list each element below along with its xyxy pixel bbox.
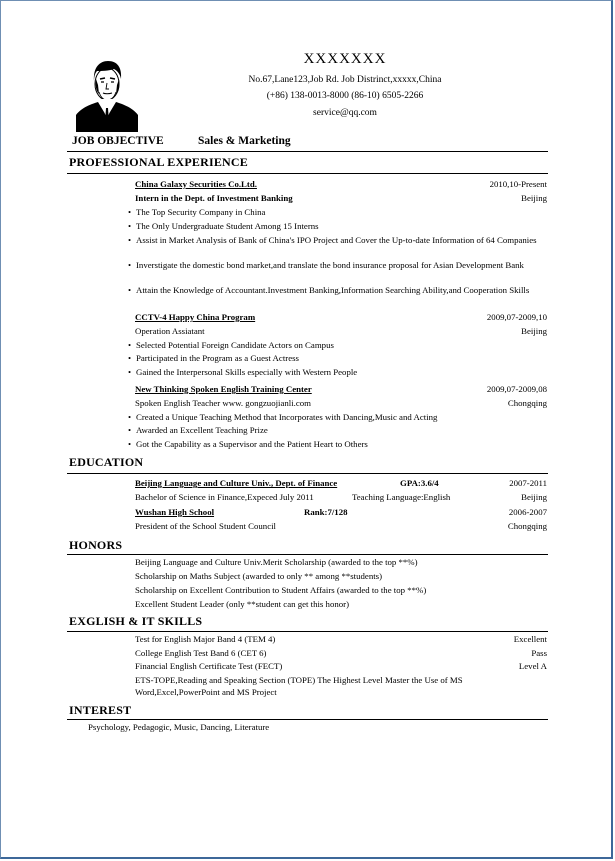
skill-extra-line: Word,Excel,PowerPoint and MS Project	[135, 687, 277, 697]
section-heading-honors: HONORS	[69, 538, 123, 552]
school-score: GPA:3.6/4	[400, 478, 439, 488]
job-location: Beijing	[521, 193, 547, 203]
profile-photo	[76, 57, 138, 132]
skill-name: Financial English Certificate Test (FECT)	[135, 661, 283, 671]
job-bullet: • Got the Capability as a Supervisor and the Patient Heart to Others	[128, 439, 548, 450]
skill-extra-line: ETS-TOPE,Reading and Speaking Section (TOPE) The Highest Level Master the Use of MS	[135, 675, 463, 685]
divider	[67, 631, 548, 632]
address: No.67,Lane123,Job Rd. Job Distrinct,xxxxx,China	[248, 75, 442, 85]
job-bullet: • Assist in Market Analysis of Bank of China's IPO Project and Cover the Up-to-date Information of 64 Companies	[128, 235, 548, 246]
job-role: Operation Assiatant	[135, 326, 205, 336]
job-bullet: • The Top Security Company in China	[128, 207, 548, 218]
honor-item: Excellent Student Leader (only **student can get this honor)	[135, 599, 349, 609]
job-bullet: • Participated in the Program as a Guest Actress	[128, 353, 548, 364]
interest-text: Psychology, Pedagogic, Music, Dancing, Literature	[88, 722, 270, 732]
honor-item: Scholarship on Excellent Contribution to Student Affairs (awarded to the top **%)	[135, 585, 427, 595]
skill-name: College English Test Band 6 (CET 6)	[135, 648, 267, 658]
job-bullet: • Awarded an Excellent Teaching Prize	[128, 425, 548, 436]
email: service@qq.com	[313, 108, 377, 118]
job-role: Spoken English Teacher www. gongzuojianli.com	[135, 398, 312, 408]
honor-item: Scholarship on Maths Subject (awarded to only ** among **students)	[135, 571, 383, 581]
section-heading-experience: PROFESSIONAL EXPERIENCE	[69, 155, 248, 169]
school-location: Chongqing	[507, 521, 547, 531]
job-location: Beijing	[521, 326, 547, 336]
school-detail: Bachelor of Science in Finance,Expeced July 2011	[135, 492, 314, 502]
divider	[67, 173, 548, 174]
job-company: New Thinking Spoken English Training Center	[135, 384, 312, 394]
school-name: Wushan High School	[135, 507, 215, 517]
candidate-name: XXXXXXX	[303, 51, 387, 67]
school-extra: Teaching Language:English	[352, 492, 451, 502]
job-role: Intern in the Dept. of Investment Banking	[135, 193, 293, 203]
divider	[67, 473, 548, 474]
job-date: 2009,07-2009,10	[486, 312, 547, 322]
divider	[67, 151, 548, 152]
school-location: Beijing	[521, 492, 547, 502]
job-bullet: • Gained the Interpersonal Skills especially with Western People	[128, 367, 548, 378]
job-location: Chongqing	[507, 398, 547, 408]
job-bullet: • Created a Unique Teaching Method that Incorporates with Dancing,Music and Acting	[128, 412, 548, 423]
divider	[67, 554, 548, 555]
job-date: 2009,07-2009,08	[486, 384, 547, 394]
school-name: Beijing Language and Culture Univ., Dept. of Finance	[135, 478, 338, 488]
skill-name: Test for English Major Band 4 (TEM 4)	[135, 634, 276, 644]
job-bullet: • Inverstigate the domestic bond market,and translate the bond insurance proposal for Asian Development Bank	[128, 260, 548, 271]
honor-item: Beijing Language and Culture Univ.Merit Scholarship (awarded to the top **%)	[135, 557, 418, 567]
divider	[67, 719, 548, 720]
job-bullet: • Selected Potential Foreign Candidate Actors on Campus	[128, 340, 548, 351]
job-bullet: • Attain the Knowledge of Accountant.Investment Banking,Information Searching Ability,and Cooperation Skills	[128, 285, 548, 296]
objective-label: JOB OBJECTIVE	[72, 135, 164, 147]
school-date: 2006-2007	[508, 507, 547, 517]
job-company: CCTV-4 Happy China Program	[135, 312, 256, 322]
section-heading-skills: EXGLISH & IT SKILLS	[69, 614, 203, 628]
objective-value: Sales & Marketing	[198, 135, 291, 147]
school-date: 2007-2011	[509, 478, 547, 488]
job-company: China Galaxy Securities Co.Ltd.	[135, 179, 257, 189]
section-heading-interest: INTEREST	[69, 703, 132, 717]
school-score: Rank:7/128	[304, 507, 348, 517]
job-bullet: • The Only Undergraduate Student Among 15 Interns	[128, 221, 548, 232]
job-date: 2010,10-Present	[489, 179, 547, 189]
skill-level: Excellent	[513, 634, 547, 644]
skill-level: Pass	[531, 648, 547, 658]
skill-level: Level A	[518, 661, 547, 671]
school-detail: President of the School Student Council	[135, 521, 276, 531]
section-heading-education: EDUCATION	[69, 455, 144, 469]
phone-numbers: (+86) 138-0013-8000 (86-10) 6505-2266	[266, 91, 424, 101]
